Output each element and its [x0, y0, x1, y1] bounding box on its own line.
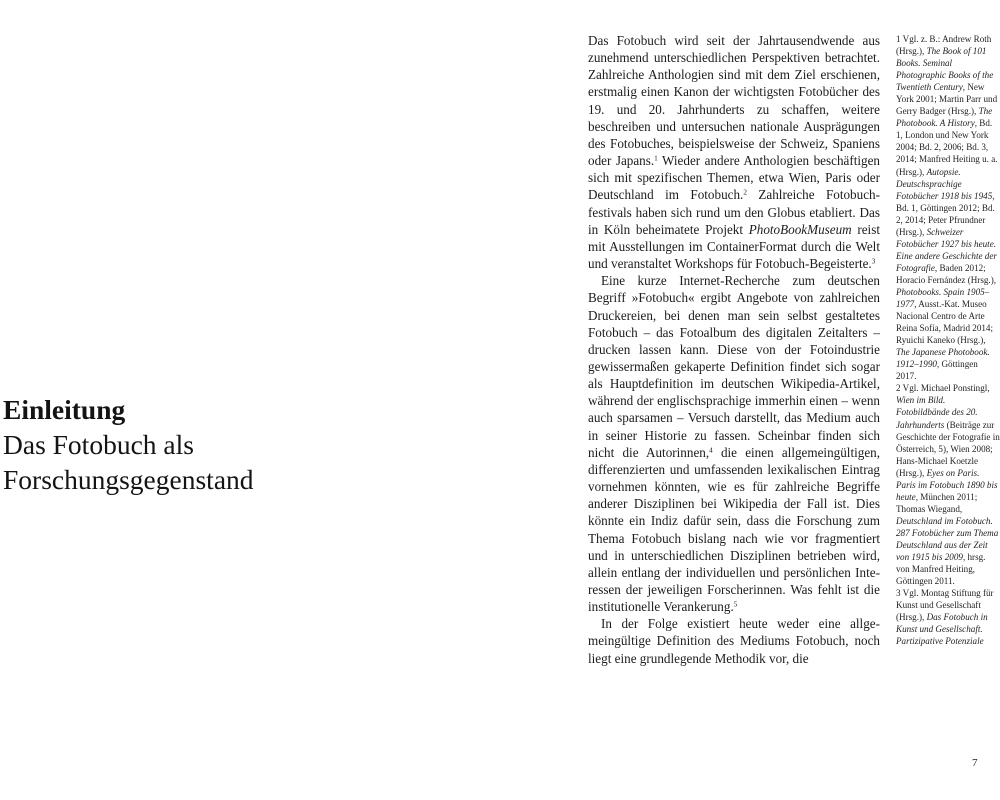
- chapter-title: [3, 392, 333, 497]
- chapter-subtitle-line-2: Forschungsgegenstand: [3, 464, 254, 495]
- page-number: 7: [972, 757, 978, 769]
- chapter-subtitle-line-1: Das Fotobuch als: [3, 429, 194, 460]
- footnote-2: 2 Vgl. Michael Ponstingl, Wien im Bild. Fotobildbände des 20. Jahrhunderts (Beiträge zur Geschichte der Fotografie in Österreich, 5), Wien 2008; Hans-Michael Koetzle (Hrsg.), Eyes on Paris. Paris im Fotobuch 1890 bis heute, München 2011; Thomas Wiegand, Deutschland im Fotobuch. 287 Fotobücher zum Thema Deutschland aus der Zeit von 1915 bis 2009, hrsg. von Manfred Heiting, Göttingen 2011.: [896, 383, 1000, 587]
- footnote-ref-4: 4: [709, 446, 713, 455]
- footnote-1: 1 Vgl. z. B.: Andrew Roth (Hrsg.), The Book of 101 Books. Seminal Photographic Books of the Twentieth Century, New York 2001; Martin Parr und Gerry Badger (Hrsg.), The Photobook. A History, Bd. 1, London und New York 2004; Bd. 2, 2006; Bd. 3, 2014; Manfred Heiting u. a. (Hrsg.), Autopsie. Deutschsprachige Fotobücher 1918 bis 1945, Bd. 1, Göttingen 2012; Bd. 2, 2014; Peter Pfrundner (Hrsg.), Schweizer Fotobücher 1927 bis heute. Eine andere Geschichte der Fotografie, Baden 2012; Horacio Fernández (Hrsg.), Photobooks. Spain 1905–1977, Ausst.-Kat. Museo Nacional Centro de Arte Reina Sofía, Madrid 2014; Ryuichi Kaneko (Hrsg.), The Japanese Photobook. 1912–1990, Göttingen 2017.: [896, 34, 998, 382]
- footnote-ref-2: 2: [743, 189, 747, 198]
- footnote-3: 3 Vgl. Montag Stiftung für Kunst und Gesellschaft (Hrsg.), Das Fotobuch in Kunst und Gesellschaft. Partizipative Potenziale: [896, 588, 994, 647]
- paragraph-1: Das Fotobuch wird seit der Jahrtausendwende aus zunehmend unterschiedlichen Perspektiven betrachtet. Zahlreiche Anthologien sind mit dem Ziel erschienen, erstmalig einen Kanon der wichtigsten Fotobücher des 19. und 20. Jahrhunderts zu schaffen, weitere beschreiben und untersuchen nationale Ausprägungen des Fotobuches, beispielsweise der Schweiz, Spaniens oder Japans.$^1$ Wieder andere Anthologien beschäftigen sich mit spezifischen Themen, etwa Wien, Paris oder Deutschland im Fotobuch.$^2$ Zahlreiche Fotobuchfestivals haben sich rund um den Globus etabliert. Das in Köln beheimatete Projekt PhotoBookMuseum reist mit Ausstellungen im ContainerFormat durch die Welt und veranstaltet Workshops für Fotobuch-Begeisterte.$^3$: [588, 33, 880, 272]
- footnotes-column: [896, 33, 1000, 647]
- footnote-ref-1: 1: [654, 154, 658, 163]
- footnote-ref-5: 5: [733, 600, 738, 609]
- chapter-heading: Einleitung: [3, 394, 126, 425]
- footnote-ref-3: 3: [871, 257, 876, 266]
- paragraph-3: In der Folge existiert heute weder eine allgemeingültige Definition des Mediums Fotobuch, noch liegt eine grundlegende Methodik vor, die: [588, 616, 880, 666]
- paragraph-2: Eine kurze Internet-Recherche zum deutschen Begriff »Fotobuch« ergibt Angebote von zahlreichen Druckereien, bei denen man sein selbst gestaltetes Fotobuch – das Fotoalbum des digitalen Zeitalters – drucken lassen kann. Diese von der Fotoindustrie gewissermaßen gekaperte Definition findet sich sogar als Hauptdefinition im deutschen Wikipedia-Artikel, während der englischsprachige immerhin einen – wenn auch sparsamen – Versuch darstellt, das Medium auch in seiner Historie zu fassen. Scheinbar finden sich nicht die Autorinnen,$^4$ die einen allgemeingültigen, differenzierten und umfassenden lexikalischen Eintrag vornehmen könnten, wie es für zahlreiche Begriffe anderer Disziplinen bei Wikipedia der Fall ist. Dies könnte ein Indiz dafür sein, dass die Forschung zum Thema Fotobuch bislang nach wie vor fragmentiert und in unterschiedlichen Disziplinen betrieben wird, allein entlang der individuellen und persönlichen Interessen der jeweiligen Forscherinnen. Was fehlt ist die institutionelle Verankerung.$^5$: [588, 273, 881, 615]
- body-text-column: [588, 32, 880, 667]
